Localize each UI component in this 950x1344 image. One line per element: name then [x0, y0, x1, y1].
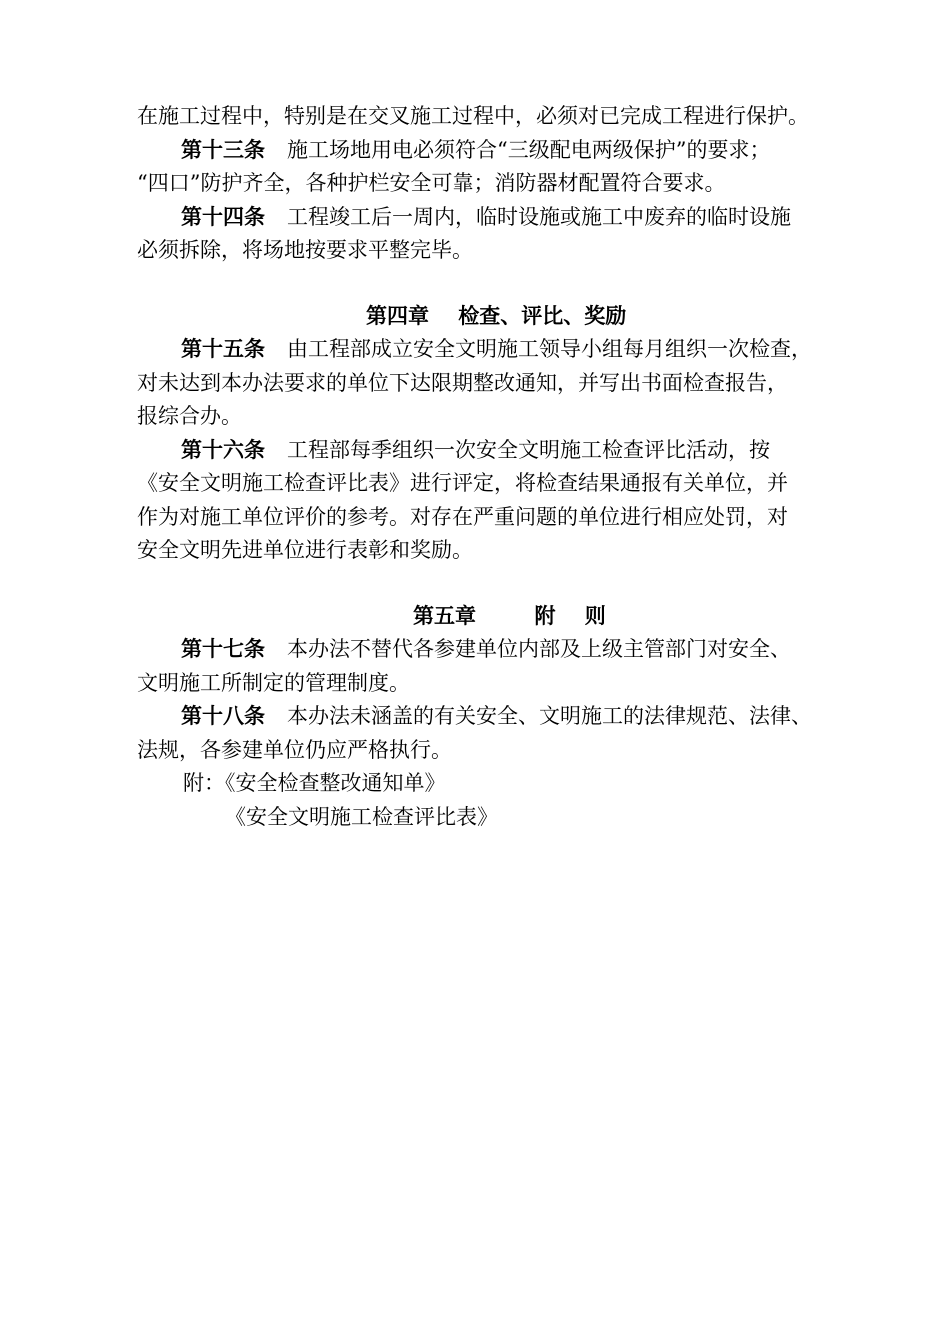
- text-line: “四口”防护齐全，各种护栏安全可靠；消防器材配置符合要求。: [137, 171, 726, 195]
- appendix-line: 《安全文明施工检查评比表》: [225, 804, 498, 829]
- text-line: 作为对施工单位评价的参考。对存在严重问题的单位进行相应处罚，对: [137, 504, 788, 529]
- article-text: 由工程部成立安全文明施工领导小组每月组织一次检查，: [287, 337, 812, 361]
- spacer: [137, 268, 897, 300]
- article-text: 施工场地用电必须符合“三级配电两级保护”的要求；: [287, 137, 771, 162]
- article-text: 本办法不替代各参建单位内部及上级主管部门对安全、: [287, 637, 791, 661]
- text-line: 法规，各参建单位仍应严格执行。: [137, 737, 452, 762]
- document-body: [137, 100, 897, 834]
- text-line: 在施工过程中，特别是在交叉施工过程中，必须对已完成工程进行保护。: [137, 104, 809, 128]
- article-18: [137, 700, 897, 734]
- article-text: 工程竣工后一周内，临时设施或施工中废弃的临时设施: [287, 204, 791, 229]
- article-label: 第十八条: [181, 704, 265, 728]
- text-line: 报综合办。: [137, 404, 242, 428]
- chapter-5-heading: 第五章 附 则: [413, 603, 606, 628]
- spacer: [137, 568, 897, 600]
- article-16: [137, 434, 897, 468]
- text-line: 《安全文明施工检查评比表》进行评定，将检查结果通报有关单位，并: [137, 471, 788, 495]
- text-line: 文明施工所制定的管理制度。: [137, 670, 410, 695]
- text-line: 安全文明先进单位进行表彰和奖励。: [137, 538, 473, 562]
- article-label: 第十四条: [181, 204, 265, 229]
- article-17: [137, 633, 897, 667]
- appendix-line: 附：《安全检查整改通知单》: [183, 771, 446, 795]
- text-line: 对未达到本办法要求的单位下达限期整改通知，并写出书面检查报告，: [137, 370, 788, 395]
- article-label: 第十三条: [181, 137, 265, 162]
- chapter-4-heading: 第四章 检查、评比、奖励: [366, 303, 627, 328]
- article-label: 第十七条: [181, 637, 265, 661]
- article-text: 工程部每季组织一次安全文明施工检查评比活动，按: [287, 437, 770, 462]
- text-line: 必须拆除，将场地按要求平整完毕。: [137, 238, 473, 262]
- article-13: [137, 134, 897, 168]
- article-14: [137, 201, 897, 235]
- article-15: [137, 333, 897, 367]
- article-text: 本办法未涵盖的有关安全、文明施工的法律规范、法律、: [287, 704, 812, 728]
- article-label: 第十五条: [181, 337, 265, 361]
- article-label: 第十六条: [181, 437, 265, 462]
